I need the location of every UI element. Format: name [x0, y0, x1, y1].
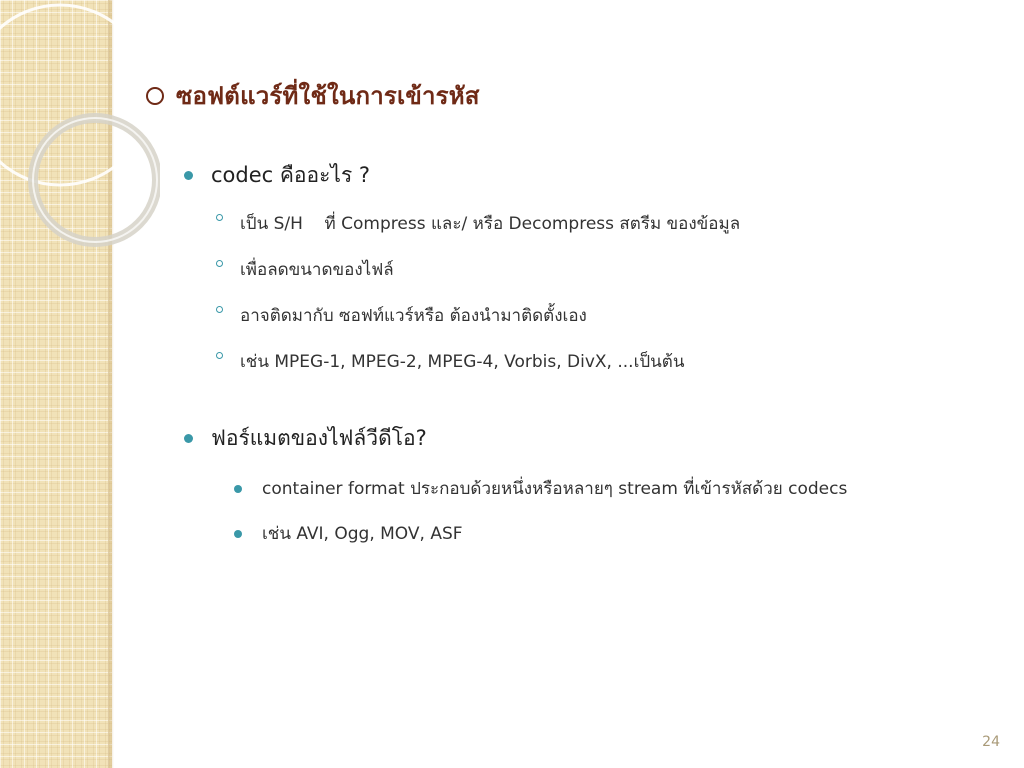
sub-bullet-ring-icon	[216, 260, 223, 267]
decorative-ring-highlight	[33, 118, 157, 242]
sub-bullet	[234, 475, 847, 502]
sub-bullet-text: อาจติดมากับ ซอฟท์แวร์หรือ ต้องนำมาติดตั้งเอง	[240, 306, 587, 326]
bullet-video-format	[184, 422, 427, 455]
sub-bullet-ring-icon	[216, 306, 223, 313]
sub-bullet-dot-icon	[234, 485, 242, 493]
decorative-circles	[0, 0, 160, 260]
sub-bullet-dot-icon	[234, 530, 242, 538]
bullet-dot-icon	[184, 434, 193, 443]
sub-bullet-text: เช่น AVI, Ogg, MOV, ASF	[262, 524, 463, 544]
bullet-text: codec คืออะไร ?	[211, 163, 371, 187]
sub-bullet-ring-icon	[216, 352, 223, 359]
sub-bullet-text: เป็น S/H ที่ Compress และ/ หรือ Decompress สตรีม ของข้อมูล	[240, 214, 741, 234]
sub-bullet-ring-icon	[216, 214, 223, 221]
slide-title-row	[146, 76, 480, 115]
decorative-ring-large	[0, 5, 150, 185]
sub-bullet	[216, 348, 684, 375]
sub-bullet	[234, 520, 463, 547]
bullet-codec	[184, 159, 370, 192]
sub-bullet	[216, 302, 587, 329]
sub-bullet-text: เพื่อลดขนาดของไฟล์	[240, 260, 394, 280]
sub-bullet-text: เช่น MPEG-1, MPEG-2, MPEG-4, Vorbis, DivX, ...เป็นต้น	[240, 352, 685, 372]
bullet-dot-icon	[184, 171, 193, 180]
page-number: 24	[982, 734, 1000, 750]
slide-title: ซอฟต์แวร์ที่ใช้ในการเข้ารหัส	[176, 82, 480, 110]
sub-bullet	[216, 210, 740, 237]
title-bullet-icon	[146, 87, 164, 105]
sub-bullet	[216, 256, 394, 283]
bullet-text: ฟอร์แมตของไฟล์วีดีโอ?	[211, 426, 427, 450]
sub-bullet-text: container format ประกอบด้วยหนึ่งหรือหลายๆ stream ที่เข้ารหัสด้วย codecs	[262, 479, 848, 499]
